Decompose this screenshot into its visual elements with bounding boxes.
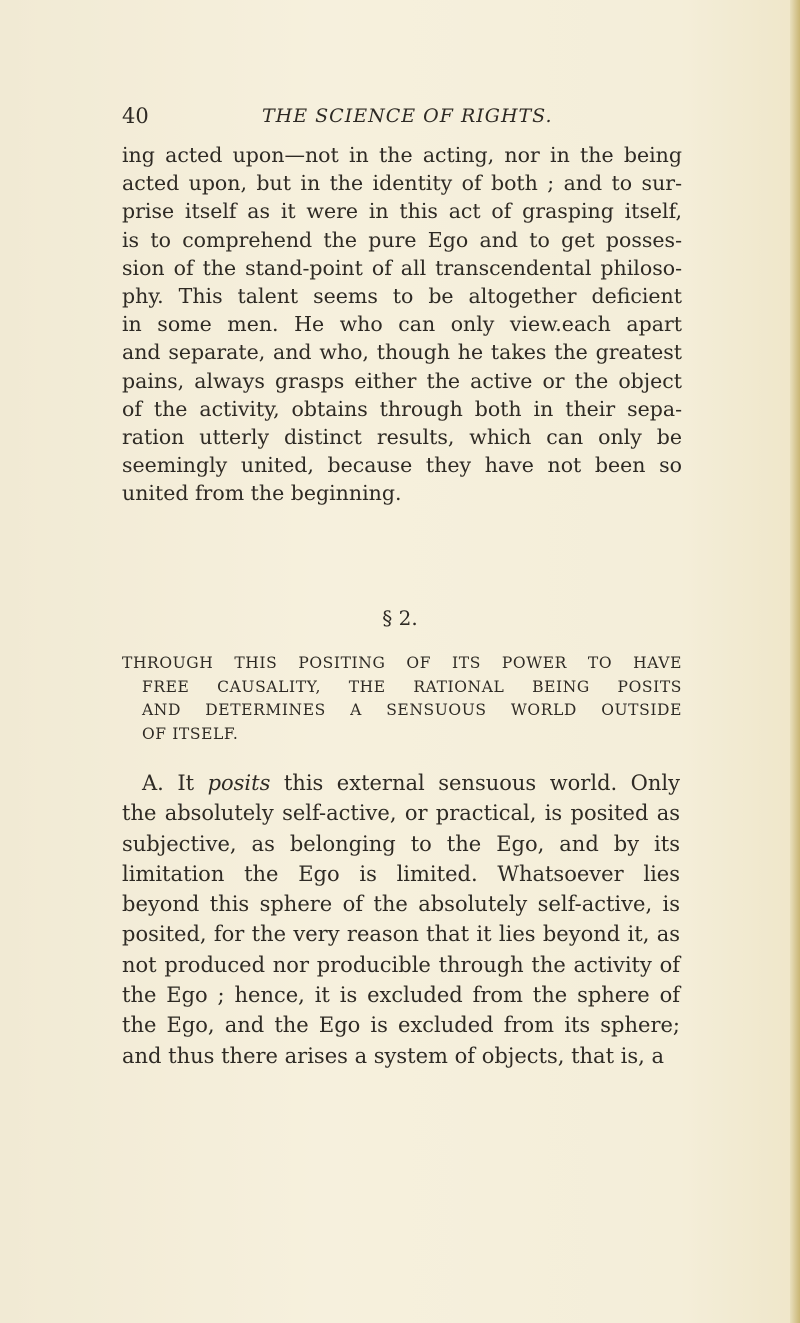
text-line: in some men. He who can only view.each apart	[122, 312, 682, 337]
text-line: phy. This talent seems to be altogether deficient	[122, 284, 682, 309]
text-line: beyond this sphere of the absolutely self-active, is	[122, 892, 680, 917]
text-line: not produced nor producible through the activity of	[122, 952, 680, 977]
heading-line: OF ITSELF.	[142, 724, 239, 743]
page-edge	[790, 0, 800, 1323]
text-line: subjective, as belonging to the Ego, and by its	[122, 831, 680, 856]
text-line: the Ego ; hence, it is excluded from the sphere of	[122, 983, 680, 1008]
text-run: this external sensuous world. Only	[270, 771, 680, 795]
text-line: the absolutely self-active, or practical, is posited as	[122, 801, 680, 826]
text-line: sion of the stand-point of all transcendental philoso-	[122, 255, 682, 280]
text-line: pains, always grasps either the active or the object	[122, 368, 682, 393]
section-number: § 2.	[382, 606, 418, 630]
section-heading	[122, 652, 682, 746]
text-line: seemingly united, because they have not been so	[122, 453, 682, 478]
page-number: 40	[122, 104, 149, 128]
heading-line: FREE CAUSALITY, THE RATIONAL BEING POSITS	[142, 677, 682, 696]
heading-line: THROUGH THIS POSITING OF ITS POWER TO HAVE	[122, 654, 682, 672]
paragraph-continued	[122, 141, 682, 508]
page-header	[122, 104, 582, 136]
heading-line: AND DETERMINES A SENSUOUS WORLD OUTSIDE	[142, 701, 682, 720]
text-line: and separate, and who, though he takes the greatest	[122, 340, 682, 365]
text-run: A. It	[142, 771, 208, 795]
text-line: of the activity, obtains through both in their sepa-	[122, 396, 682, 421]
text-line: the Ego, and the Ego is excluded from its sphere;	[122, 1013, 680, 1038]
paragraph-section-a	[122, 768, 680, 1071]
running-title: THE SCIENCE OF RIGHTS.	[262, 105, 553, 127]
text-line: is to comprehend the pure Ego and to get posses-	[122, 227, 682, 252]
emphasized-word: posits	[207, 771, 271, 795]
text-line	[122, 768, 680, 798]
text-line: ing acted upon—not in the acting, nor in the being	[122, 143, 682, 167]
text-line: and thus there arises a system of objects, that is, a	[122, 1043, 665, 1068]
text-line: ration utterly distinct results, which can only be	[122, 425, 682, 450]
text-line: prise itself as it were in this act of grasping itself,	[122, 199, 682, 224]
text-line: acted upon, but in the identity of both ; and to sur-	[122, 171, 682, 196]
text-line: limitation the Ego is limited. Whatsoever lies	[122, 861, 680, 886]
text-line: posited, for the very reason that it lies beyond it, as	[122, 922, 680, 947]
text-line: united from the beginning.	[122, 481, 402, 506]
